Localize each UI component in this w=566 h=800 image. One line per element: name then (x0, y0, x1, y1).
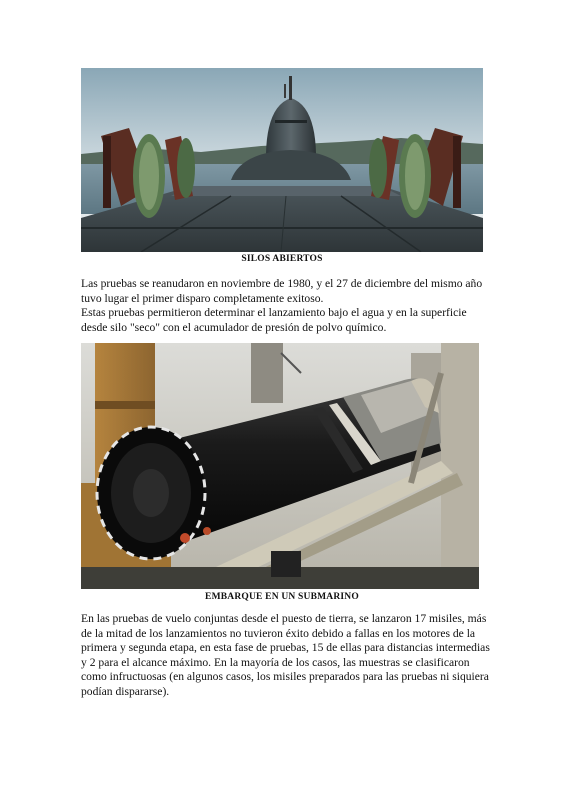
body-text-block (81, 612, 491, 699)
missile-loading-photo (81, 343, 479, 589)
submarine-open-silos-photo (81, 68, 483, 252)
paragraph: Las pruebas se reanudaron en noviembre de 1980, y el 27 de diciembre del mismo año tuvo lugar el primer disparo completamente exitoso. (81, 277, 483, 305)
paragraph: En las pruebas de vuelo conjuntas desde el puesto de tierra, se lanzaron 17 misiles, más de la mitad de los lanzamientos no tuvieron éxito debido a fallas en los motores de la primera y segunda etapa, en esta fase de pruebas, 15 de ellas para distancias intermedias y 2 para el alcance máximo. En la mayoría de los casos, las muestras se clasificaron como infructuosas (en algunos casos, los misiles preparados para las pruebas ni siquiera podían dispararse). (81, 612, 490, 698)
paragraph: Estas pruebas permitieron determinar el lanzamiento bajo el agua y en la superficie desde silo "seco" con el acumulador de presión de polvo químico. (81, 306, 467, 334)
figure-caption: EMBARQUE EN UN SUBMARINO (205, 592, 359, 602)
figure-caption: SILOS ABIERTOS (241, 254, 323, 264)
body-text-block (81, 277, 491, 335)
